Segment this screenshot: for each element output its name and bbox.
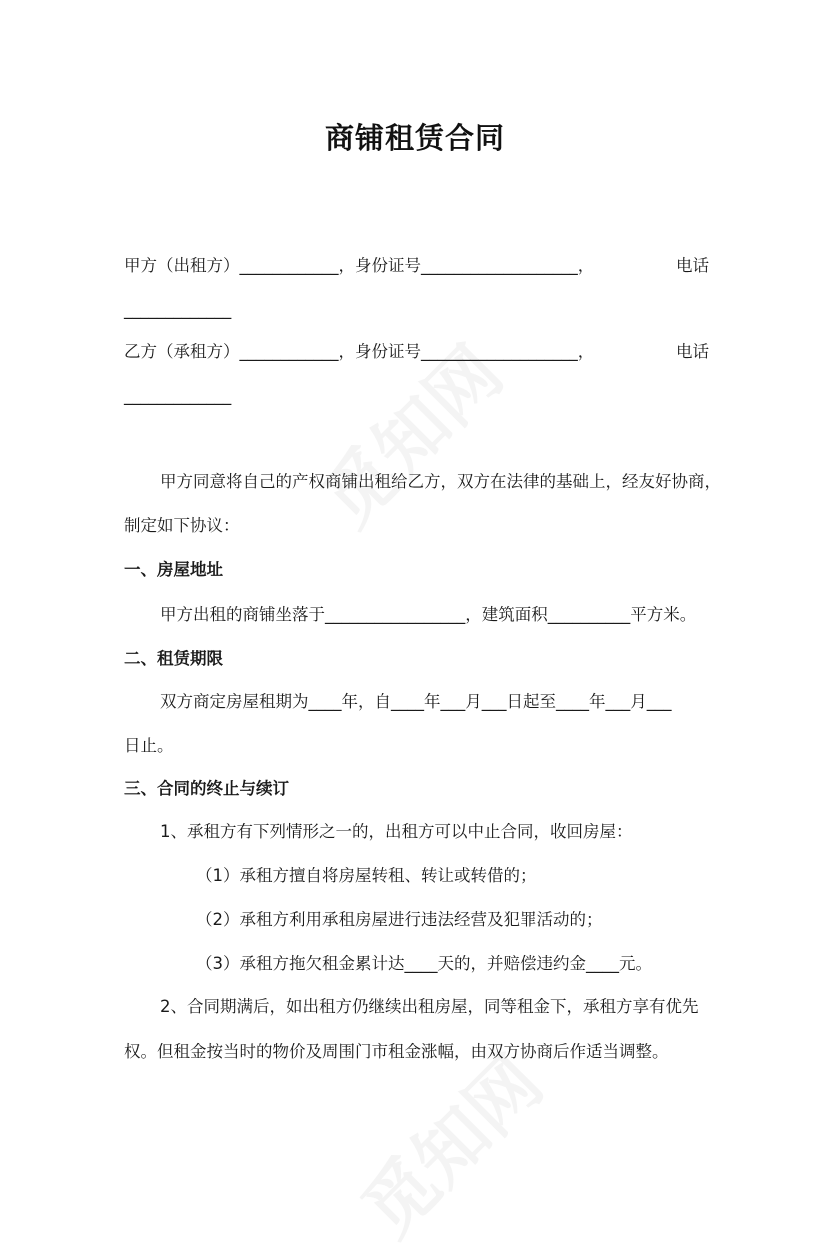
party-b-phone-blank: _____________ bbox=[124, 386, 232, 405]
intro-paragraph-line1: 甲方同意将自己的产权商铺出租给乙方，双方在法律的基础上，经友好协商， bbox=[160, 472, 721, 491]
party-a-text: 甲方（出租方）____________，身份证号___________________， bbox=[124, 256, 595, 275]
section-3-item-2-line1: 2、合同期满后，如出租方仍继续出租房屋，同等租金下，承租方享有优先 bbox=[160, 997, 699, 1016]
section-2-heading: 二、租赁期限 bbox=[124, 649, 223, 668]
section-3-item-1: 1、承租方有下列情形之一的，出租方可以中止合同，收回房屋： bbox=[160, 822, 633, 841]
party-a-phone-blank: _____________ bbox=[124, 300, 232, 319]
document-title: 商铺租赁合同 bbox=[324, 121, 505, 155]
section-1-body: 甲方出租的商铺坐落于_________________，建筑面积__________平方米。 bbox=[160, 605, 697, 624]
party-b-line bbox=[124, 340, 709, 364]
party-a-line bbox=[124, 254, 709, 278]
party-b-phone-label: 电话 bbox=[676, 342, 709, 361]
section-1-heading: 一、房屋地址 bbox=[124, 560, 223, 579]
section-3-sub-3: （3）承租方拖欠租金累计达____天的，并赔偿违约金____元。 bbox=[196, 954, 652, 973]
section-2-body-line2: 日止。 bbox=[124, 736, 174, 755]
party-a-phone-label: 电话 bbox=[676, 256, 709, 275]
section-3-item-2-line2: 权。但租金按当时的物价及周围门市租金涨幅，由双方协商后作适当调整。 bbox=[124, 1042, 669, 1061]
section-3-sub-1: （1）承租方擅自将房屋转租、转让或转借的； bbox=[196, 866, 537, 885]
section-3-sub-2: （2）承租方利用承租房屋进行违法经营及犯罪活动的； bbox=[196, 910, 603, 929]
section-3-heading: 三、合同的终止与续订 bbox=[124, 779, 289, 798]
intro-paragraph-line2: 制定如下协议： bbox=[124, 516, 240, 535]
section-2-body-line1: 双方商定房屋租期为____年，自____年___月___日起至____年___月___ bbox=[160, 692, 672, 711]
party-b-text: 乙方（承租方）____________，身份证号___________________， bbox=[124, 342, 595, 361]
